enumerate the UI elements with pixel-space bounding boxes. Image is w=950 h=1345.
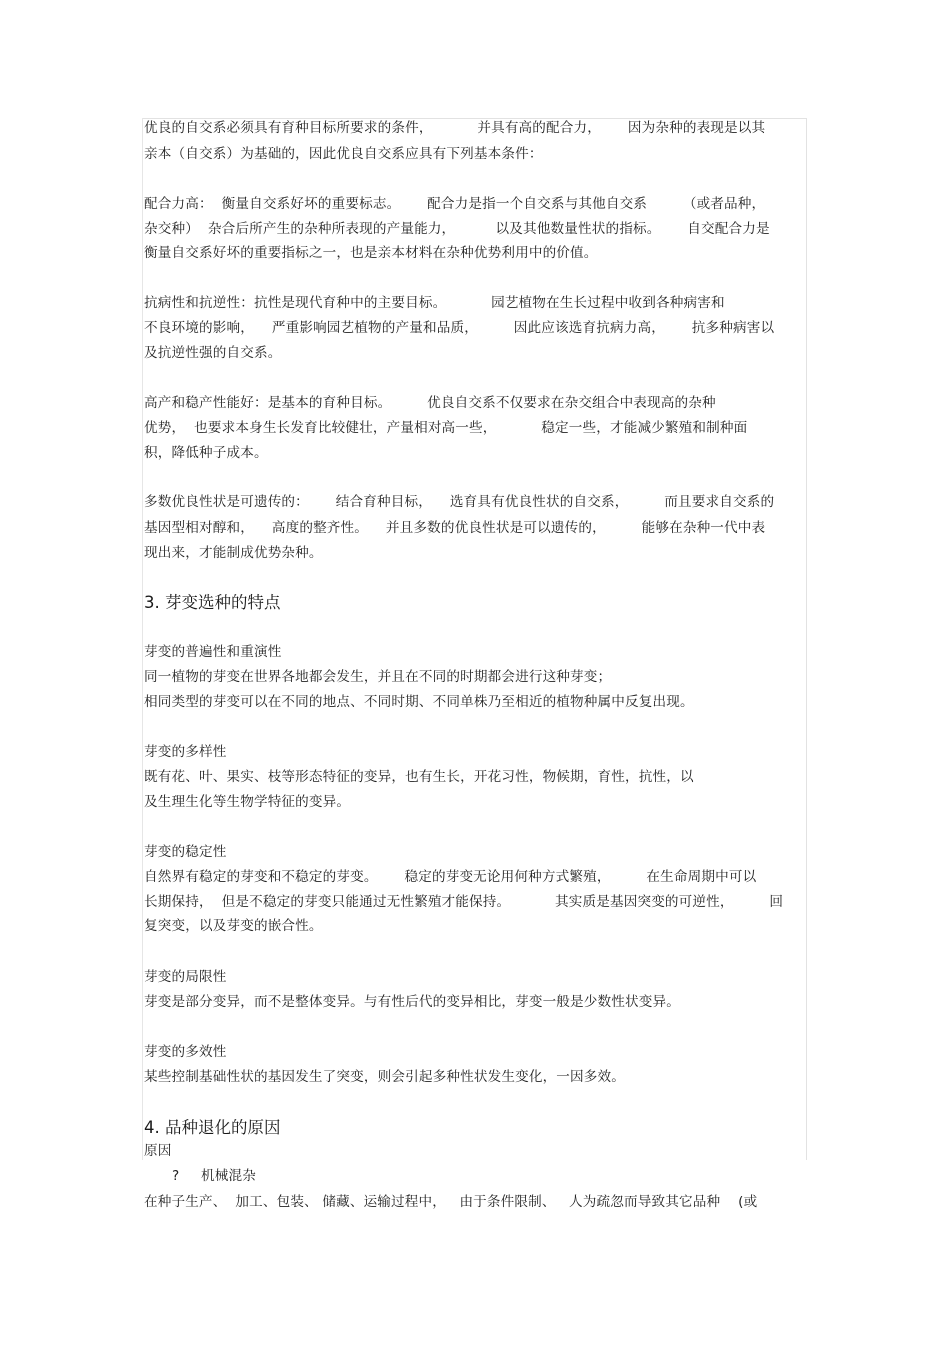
subsection-5-line-1: 某些控制基础性状的基因发生了突变，则会引起多种性状发生变化，一因多效。 — [144, 1069, 626, 1085]
paragraph-5-line-2: 基因型相对醇和， 高度的整齐性。 并且多数的优良性状是可以遗传的， 能够在杂种一代中表 — [144, 520, 766, 536]
section-4-heading: 4. 品种退化的原因 — [144, 1118, 281, 1137]
subsection-3-line-1: 自然界有稳定的芽变和不稳定的芽变。 稳定的芽变无论用何种方式繁殖， 在生命周期中可以 — [144, 869, 757, 885]
paragraph-2-line-3: 衡量自交系好坏的重要指标之一，也是亲本材料在杂种优势利用中的价值。 — [144, 245, 598, 261]
subsection-3-title: 芽变的稳定性 — [144, 844, 227, 860]
subsection-4-line-1: 芽变是部分变异，而不是整体变异。与有性后代的变异相比，芽变一般是少数性状变异。 — [144, 994, 681, 1010]
page-frame-left-border — [142, 118, 143, 1160]
subsection-2-line-1: 既有花、叶、果实、枝等形态特征的变异，也有生长，开花习性，物候期，育性，抗性，以 — [144, 769, 694, 785]
paragraph-4-line-3: 积，降低种子成本。 — [144, 445, 268, 461]
paragraph-1-line-1: 优良的自交系必须具有育种目标所要求的条件， 并具有高的配合力， 因为杂种的表现是以其 — [144, 120, 766, 136]
paragraph-2-line-2: 杂交种） 杂合后所产生的杂种所表现的产量能力， 以及其他数量性状的指标。 自交配合力是 — [144, 221, 770, 237]
page-frame-right-border — [806, 118, 807, 1160]
final-paragraph-line-1: 在种子生产、 加工、包装、 储藏、运输过程中， 由于条件限制、 人为疏忽而导致其它品种 (或 — [144, 1194, 758, 1210]
paragraph-3-line-2: 不良环境的影响， 严重影响园艺植物的产量和品质， 因此应该选育抗病力高， 抗多种病害以 — [144, 320, 775, 336]
paragraph-3-line-3: 及抗逆性强的自交系。 — [144, 345, 282, 361]
paragraph-4-line-2: 优势， 也要求本身生长发育比较健壮，产量相对高一些， 稳定一些，才能减少繁殖和制种面 — [144, 420, 748, 436]
paragraph-5-line-1: 多数优良性状是可遗传的： 结合育种目标， 选育具有优良性状的自交系， 而且要求自交系的 — [144, 494, 775, 510]
paragraph-1-line-2: 亲本（自交系）为基础的，因此优良自交系应具有下列基本条件： — [144, 146, 543, 162]
bullet-item-mechanical-mixing: 机械混杂 — [201, 1168, 256, 1184]
section-3-heading: 3. 芽变选种的特点 — [144, 593, 281, 612]
cause-label: 原因 — [144, 1143, 172, 1159]
paragraph-2-line-1: 配合力高： 衡量自交系好坏的重要标志。 配合力是指一个自交系与其他自交系 （或者品种， — [144, 196, 766, 212]
subsection-1-line-2: 相同类型的芽变可以在不同的地点、不同时期、不同单株乃至相近的植物种属中反复出现。 — [144, 694, 694, 710]
paragraph-3-line-1: 抗病性和抗逆性：抗性是现代育种中的主要目标。 园艺植物在生长过程中收到各种病害和 — [144, 295, 725, 311]
subsection-5-title: 芽变的多效性 — [144, 1044, 227, 1060]
subsection-1-title: 芽变的普遍性和重演性 — [144, 644, 282, 660]
bullet-marker: ? — [172, 1168, 180, 1184]
subsection-3-line-2: 长期保持， 但是不稳定的芽变只能通过无性繁殖才能保持。 其实质是基因突变的可逆性， 回 — [144, 894, 784, 910]
subsection-4-title: 芽变的局限性 — [144, 969, 227, 985]
paragraph-4-line-1: 高产和稳产性能好：是基本的育种目标。 优良自交系不仅要求在杂交组合中表现高的杂种 — [144, 395, 716, 411]
subsection-3-line-3: 复突变，以及芽变的嵌合性。 — [144, 918, 323, 934]
subsection-1-line-1: 同一植物的芽变在世界各地都会发生，并且在不同的时期都会进行这种芽变； — [144, 669, 612, 685]
paragraph-5-line-3: 现出来，才能制成优势杂种。 — [144, 545, 323, 561]
subsection-2-line-2: 及生理生化等生物学特征的变异。 — [144, 794, 351, 810]
subsection-2-title: 芽变的多样性 — [144, 744, 227, 760]
